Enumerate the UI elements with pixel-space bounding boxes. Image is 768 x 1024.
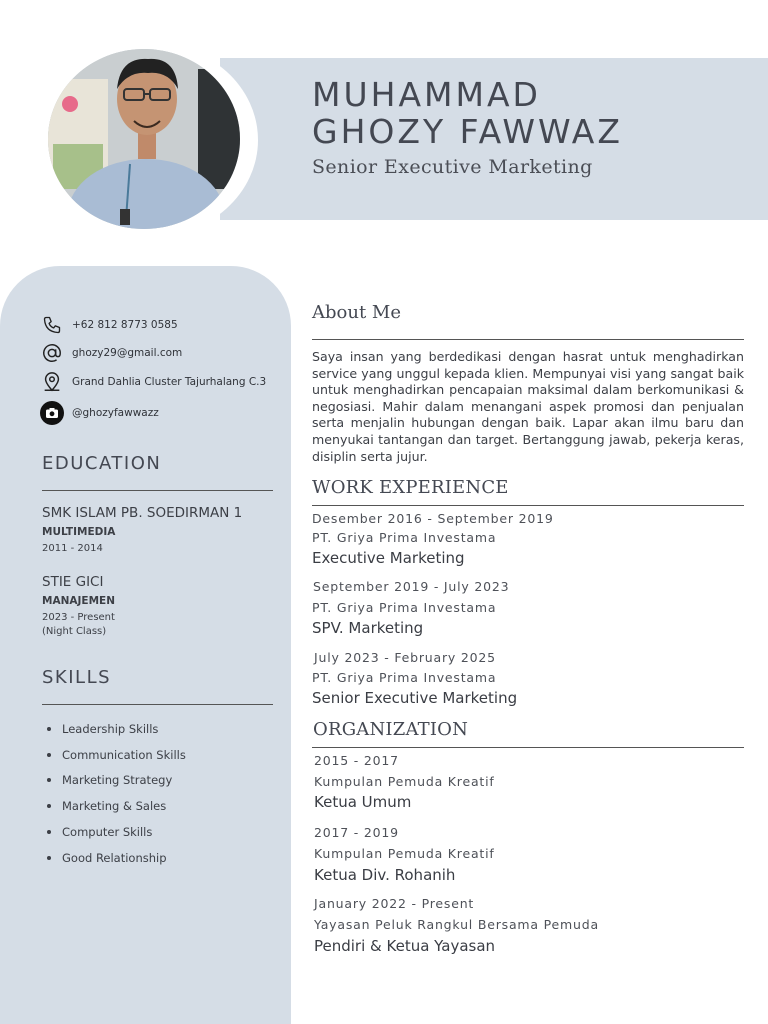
skill-label: Marketing Strategy	[62, 773, 173, 788]
education-years: 2011 - 2014	[42, 543, 103, 554]
organization-name: Yayasan Peluk Rangkul Bersama Pemuda	[314, 917, 599, 932]
about-text: Saya insan yang berdedikasi dengan hasrat untuk menghadirkan service yang unggul kepada klien. Mempunyai visi yang sangat baik untuk menghadirkan pencapaian maksimal dalam berkomunikasi & negosiasi. Mahir dalam menangani aspek promosi dan penjualan serta menjalin hubungan dengan baik. Lapar akan ilmu baru dan menyukai tantangan dan target. Bertanggung jawab, pekerja keras, disiplin serta jujur.	[312, 349, 744, 464]
organization-heading: ORGANIZATION	[313, 719, 469, 740]
skill-label: Leadership Skills	[62, 721, 159, 736]
location-pin-icon	[40, 370, 64, 394]
skill-item	[42, 793, 186, 819]
work-period: Desember 2016 - September 2019	[312, 511, 554, 526]
education-rule	[42, 490, 273, 491]
profile-photo-illustration	[48, 49, 240, 229]
work-period: July 2023 - February 2025	[314, 650, 496, 665]
contact-phone	[40, 313, 178, 337]
skill-item	[42, 742, 186, 768]
education-school: STIE GICI	[42, 574, 104, 590]
camera-icon	[40, 401, 64, 425]
instagram-handle: @ghozyfawwazz	[72, 407, 159, 419]
organization-name: Kumpulan Pemuda Kreatif	[314, 846, 495, 861]
name-line-2: GHOZY FAWWAZ	[312, 112, 623, 151]
contact-address	[40, 370, 266, 394]
work-rule	[312, 505, 744, 506]
organization-period: 2015 - 2017	[314, 753, 399, 768]
contact-instagram	[40, 401, 159, 425]
bullet	[47, 830, 51, 834]
education-major: MULTIMEDIA	[42, 526, 116, 538]
skill-item	[42, 716, 186, 742]
organization-role: Pendiri & Ketua Yayasan	[314, 937, 496, 955]
organization-period: January 2022 - Present	[314, 896, 475, 911]
skill-label: Communication Skills	[62, 747, 186, 762]
organization-role: Ketua Umum	[314, 793, 412, 811]
education-school: SMK ISLAM PB. SOEDIRMAN 1	[42, 505, 243, 521]
phone-number: +62 812 8773 0585	[72, 319, 178, 331]
about-rule	[312, 339, 744, 340]
bullet	[47, 856, 51, 860]
work-company: PT. Griya Prima Investama	[312, 670, 497, 685]
skill-item	[42, 768, 186, 794]
work-company: PT. Griya Prima Investama	[312, 600, 497, 615]
work-heading: WORK EXPERIENCE	[312, 477, 509, 498]
education-heading: EDUCATION	[42, 453, 162, 474]
contact-email	[40, 341, 182, 365]
work-role: Senior Executive Marketing	[312, 689, 518, 707]
work-role: SPV. Marketing	[312, 619, 424, 637]
bullet	[47, 753, 51, 757]
bullet	[47, 804, 51, 808]
skills-list	[42, 716, 186, 871]
organization-rule	[312, 747, 744, 748]
job-title: Senior Executive Marketing	[312, 156, 593, 178]
work-company: PT. Griya Prima Investama	[312, 530, 497, 545]
skills-rule	[42, 704, 273, 705]
phone-icon	[40, 313, 64, 337]
organization-period: 2017 - 2019	[314, 825, 399, 840]
organization-name: Kumpulan Pemuda Kreatif	[314, 774, 495, 789]
bullet	[47, 727, 51, 731]
skill-label: Marketing & Sales	[62, 799, 167, 814]
education-note: (Night Class)	[42, 626, 107, 637]
email-address: ghozy29@gmail.com	[72, 347, 183, 359]
at-sign-icon	[40, 341, 64, 365]
education-years: 2023 - Present	[42, 612, 115, 623]
skill-item	[42, 819, 186, 845]
skills-heading: SKILLS	[42, 667, 112, 688]
full-name	[312, 76, 623, 150]
address: Grand Dahlia Cluster Tajurhalang C.3	[72, 376, 267, 388]
name-line-1: MUHAMMAD	[312, 75, 541, 114]
work-period: September 2019 - July 2023	[313, 579, 510, 594]
skill-item	[42, 845, 186, 871]
organization-role: Ketua Div. Rohanih	[314, 866, 456, 884]
skill-label: Computer Skills	[62, 825, 153, 840]
about-heading: About Me	[312, 302, 401, 323]
work-role: Executive Marketing	[312, 549, 465, 567]
profile-photo	[48, 49, 240, 229]
skill-label: Good Relationship	[62, 850, 167, 865]
bullet	[47, 778, 51, 782]
education-major: MANAJEMEN	[42, 595, 115, 607]
